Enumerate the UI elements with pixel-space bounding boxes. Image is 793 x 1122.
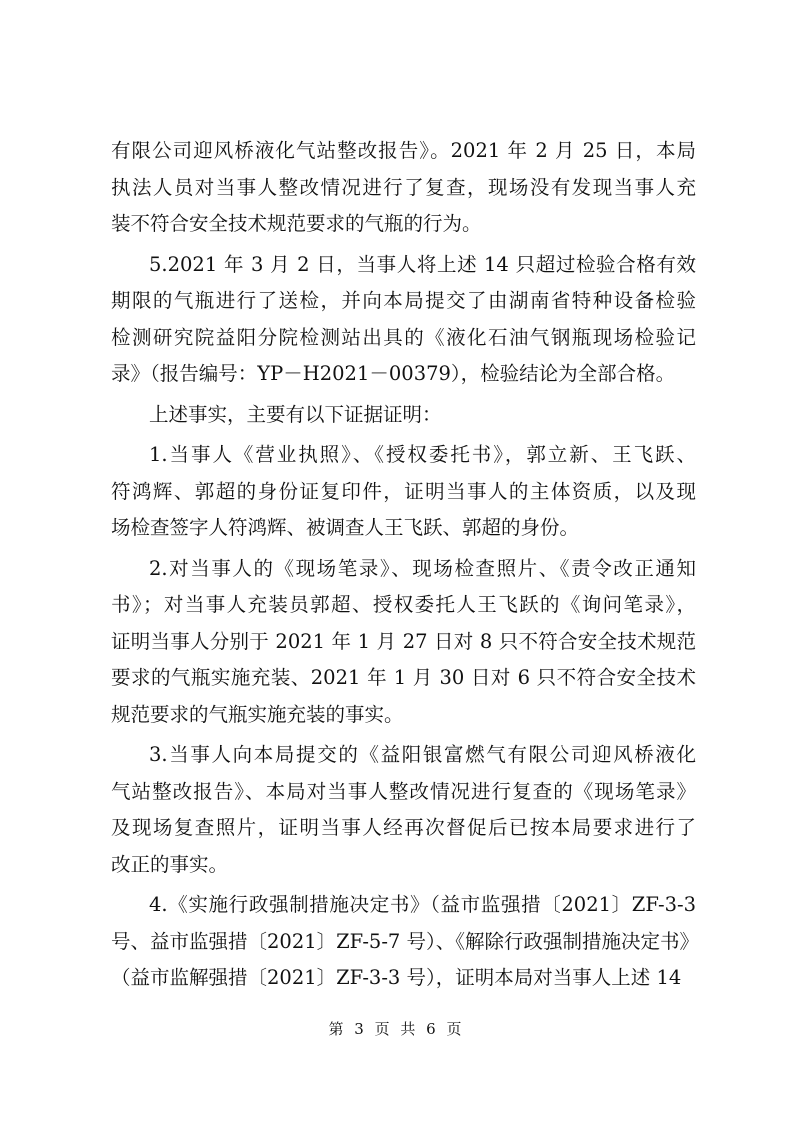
text-line: 号、益市监强措〔2021〕ZF-5-7 号）、《解除行政强制措施决定书》	[111, 929, 700, 953]
page-number-footer: 第 3 页 共 6 页	[328, 1020, 465, 1038]
text-line: 4.《实施行政强制措施决定书》（益市监强措〔2021〕ZF-3-3	[149, 893, 696, 916]
text-line: 有限公司迎风桥液化气站整改报告》。2021 年 2 月 25 日，本局	[111, 139, 696, 162]
paragraph	[111, 737, 696, 883]
text-line: 及现场复查照片，证明当事人经再次督促后已按本局要求进行了	[111, 816, 696, 839]
text-line: 场检查签字人符鸿辉、被调查人王飞跃、郭超的身份。	[111, 516, 580, 539]
paragraph	[111, 397, 696, 434]
text-line: 规范要求的气瓶实施充装的事实。	[111, 702, 404, 726]
text-line: 5.2021 年 3 月 2 日，当事人将上述 14 只超过检验合格有效	[149, 252, 696, 276]
paragraph	[111, 437, 696, 547]
text-line: 检测研究院益阳分院检测站出具的《液化石油气钢瓶现场检验记	[111, 325, 696, 349]
document-body	[111, 133, 700, 997]
text-line: 改正的事实。	[111, 852, 229, 876]
text-line: 1.当事人《营业执照》、《授权委托书》，郭立新、王飞跃、	[149, 443, 696, 466]
paragraph	[111, 551, 696, 734]
text-line: 书》；对当事人充装员郭超、授权委托人王飞跃的《询问笔录》，	[111, 593, 696, 616]
text-line: 2.对当事人的《现场笔录》、现场检查照片、《责令改正通知	[149, 556, 696, 580]
text-line: （益市监解强措〔2021〕ZF-3-3 号），证明本局对当事人上述 14	[111, 966, 682, 989]
text-line: 上述事实，主要有以下证据证明：	[149, 402, 442, 426]
paragraph	[111, 247, 696, 393]
text-line: 期限的气瓶进行了送检，并向本局提交了由湖南省特种设备检验	[111, 289, 696, 312]
text-line: 装不符合安全技术规范要求的气瓶的行为。	[111, 212, 482, 235]
text-line: 证明当事人分别于 2021 年 1 月 27 日对 8 只不符合安全技术规范	[111, 629, 696, 653]
paragraph	[111, 887, 700, 997]
text-line: 气站整改报告》、本局对当事人整改情况进行复查的《现场笔录》	[111, 779, 696, 803]
text-line: 要求的气瓶实施充装、2021 年 1 月 30 日对 6 只不符合安全技术	[111, 666, 696, 689]
text-line: 符鸿辉、郭超的身份证复印件，证明当事人的主体资质，以及现	[111, 479, 696, 503]
text-line: 执法人员对当事人整改情况进行了复查，现场没有发现当事人充	[111, 175, 696, 199]
paragraph	[111, 133, 696, 243]
text-line: 3.当事人向本局提交的《益阳银富燃气有限公司迎风桥液化	[149, 743, 696, 766]
text-line: 录》（报告编号：YP－H2021－00379），检验结论为全部合格。	[111, 362, 676, 385]
